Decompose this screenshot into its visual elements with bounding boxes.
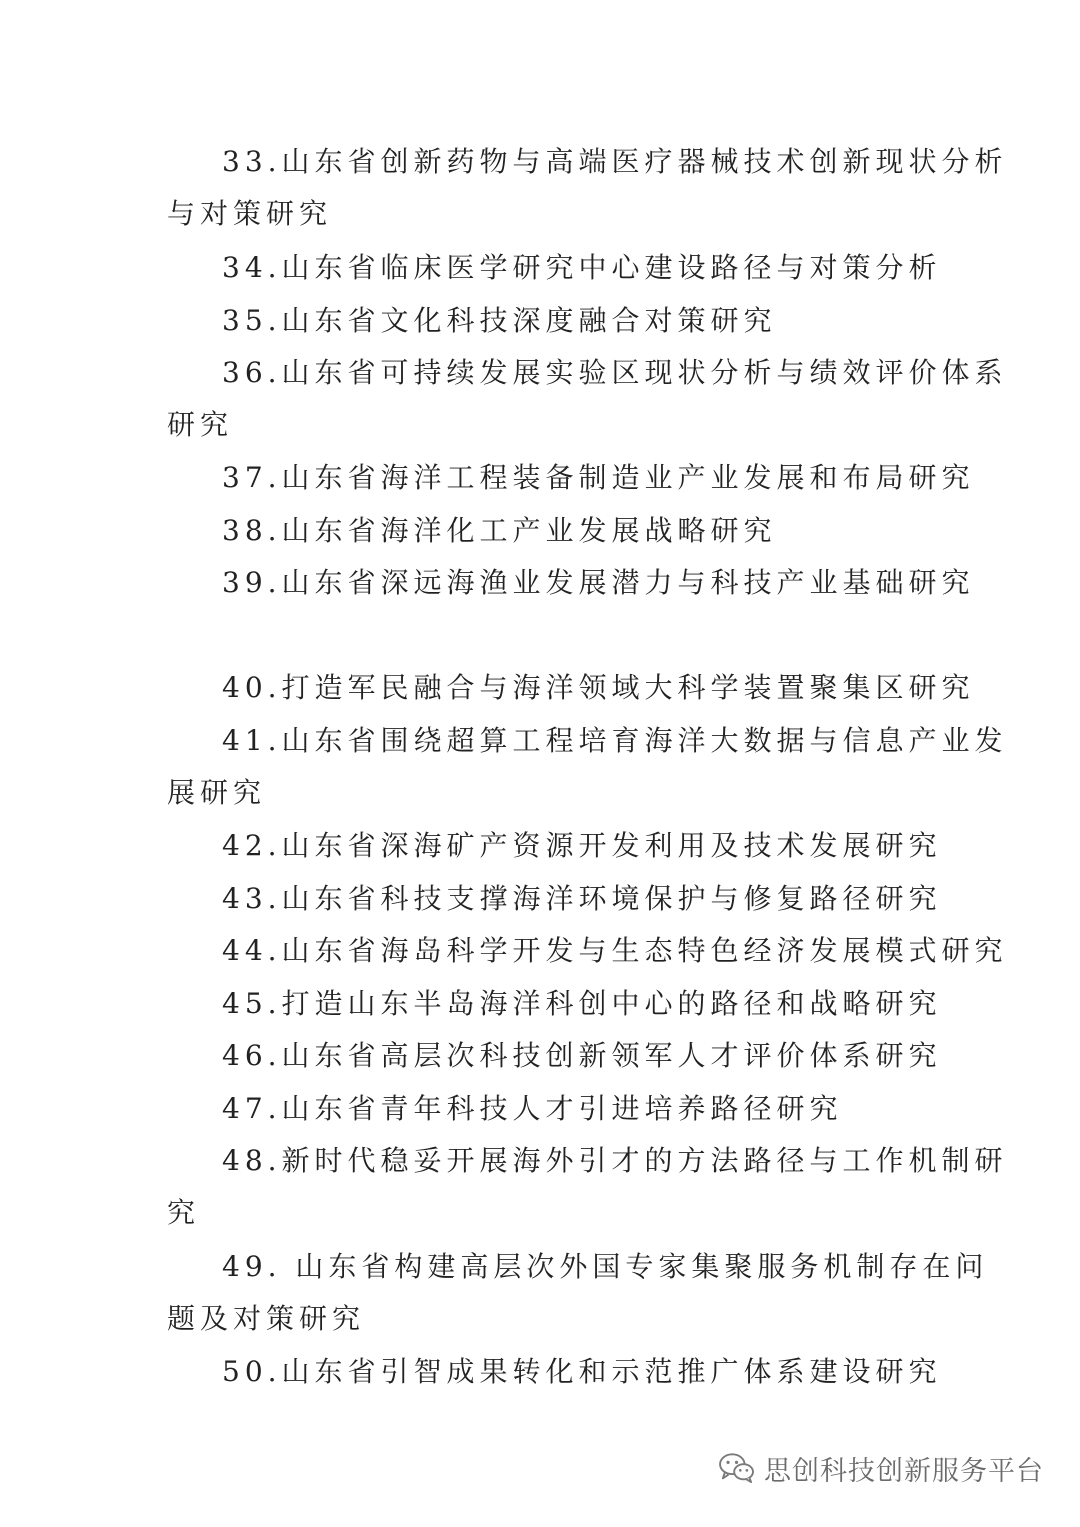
list-item [167,925,1008,977]
list-item [167,1083,927,1135]
list-item [167,1135,1008,1239]
item-text-continued: 题及对策研究 [167,1302,366,1335]
list-item [167,295,927,347]
list-item [167,1346,942,1398]
item-text: 38.山东省海洋化工产业发展战略研究 [222,514,777,547]
item-text: 36.山东省可持续发展实验区现状分析与绩效评价体系 [222,356,1008,389]
list-item [167,452,975,504]
list-item [167,557,975,609]
list-item [167,505,927,557]
list-item [167,662,975,714]
item-text: 47.山东省青年科技人才引进培养路径研究 [222,1092,843,1125]
item-text-continued: 研究 [167,408,234,441]
list-item [167,347,1008,451]
item-text: 44.山东省海岛科学开发与生态特色经济发展模式研究 [222,934,1008,967]
item-text: 42.山东省深海矿产资源开发利用及技术发展研究 [222,829,942,862]
item-text: 49. 山东省构建高层次外国专家集聚服务机制存在问 [222,1250,989,1283]
list-item [167,978,942,1030]
item-text: 33.山东省创新药物与高端医疗器械技术创新现状分析 [222,145,1008,178]
item-text: 34.山东省临床医学研究中心建设路径与对策分析 [222,251,942,284]
item-text: 37.山东省海洋工程装备制造业产业发展和布局研究 [222,461,975,494]
item-text-continued: 与对策研究 [167,197,333,230]
item-text: 48.新时代稳妥开展海外引才的方法路径与工作机制研 [222,1144,1008,1177]
item-text: 50.山东省引智成果转化和示范推广体系建设研究 [222,1355,942,1388]
list-item [167,873,942,925]
item-text-continued: 究 [167,1196,201,1229]
item-text: 43.山东省科技支撑海洋环境保护与修复路径研究 [222,882,942,915]
item-text: 41.山东省围绕超算工程培育海洋大数据与信息产业发 [222,724,1008,757]
watermark [718,1444,1044,1492]
list-item [167,242,942,294]
list-item [167,1241,989,1345]
item-text: 46.山东省高层次科技创新领军人才评价体系研究 [222,1039,942,1072]
item-text: 35.山东省文化科技深度融合对策研究 [222,304,777,337]
list-item [167,136,1008,240]
list-item [167,1030,942,1082]
list-item [167,715,1008,819]
item-text: 39.山东省深远海渔业发展潜力与科技产业基础研究 [222,566,975,599]
list-item [167,820,942,872]
item-text: 40.打造军民融合与海洋领域大科学装置聚集区研究 [222,671,975,704]
watermark-text: 思创科技创新服务平台 [764,1455,1044,1487]
item-text: 45.打造山东半岛海洋科创中心的路径和战略研究 [222,987,942,1020]
item-text-continued: 展研究 [167,776,267,809]
wechat-icon [718,1452,756,1484]
